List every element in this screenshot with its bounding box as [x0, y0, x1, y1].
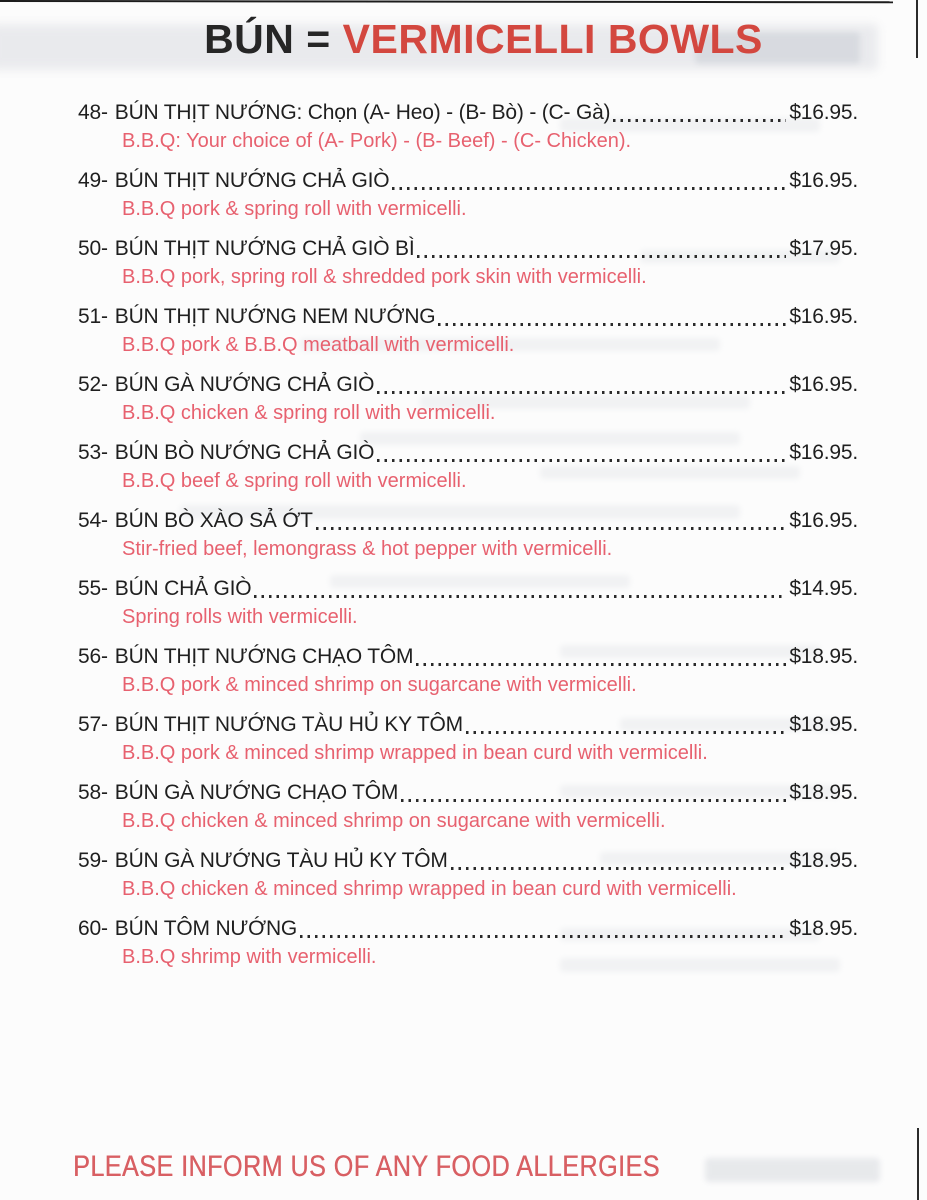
menu-item-price: $18.95. [789, 781, 858, 804]
menu-item-description: B.B.Q pork & B.B.Q meatball with vermicelli. [122, 334, 515, 356]
menu-item-line [78, 711, 858, 739]
menu-item-name: BÚN GÀ NƯỚNG CHẠO TÔM [114, 781, 399, 804]
menu-item-name: BÚN CHẢ GIÒ [114, 577, 252, 600]
menu-item-number: 48- [78, 101, 108, 124]
menu-item-number: 55- [78, 577, 108, 600]
menu-item-description: B.B.Q shrimp with vermicelli. [122, 946, 377, 968]
bleed-through-smudge [705, 1158, 880, 1182]
dotted-leader [377, 391, 786, 394]
menu-item-name: BÚN THỊT NƯỚNG: Chọn (A- Heo) - (B- Bò) - (C- Gà) [114, 101, 611, 124]
menu-item-description: Stir-fried beef, lemongrass & hot pepper with vermicelli. [122, 538, 613, 560]
menu-item-line [78, 235, 858, 263]
menu-item-name: BÚN THỊT NƯỚNG TÀU HỦ KY TÔM [114, 713, 463, 736]
page-title [0, 16, 927, 63]
menu-item-line [78, 779, 858, 807]
scan-edge-line-top [0, 0, 893, 3]
allergy-notice: PLEASE INFORM US OF ANY FOOD ALLERGIES [73, 1150, 660, 1183]
menu-item-name: BÚN THỊT NƯỚNG CHẠO TÔM [114, 645, 414, 668]
menu-item-number: 53- [78, 441, 108, 464]
menu-item-name: BÚN GÀ NƯỚNG CHẢ GIÒ [114, 373, 375, 396]
menu-item-description: B.B.Q chicken & minced shrimp on sugarcane with vermicelli. [122, 810, 666, 832]
menu-item-number: 50- [78, 237, 108, 260]
menu-item-price: $16.95. [789, 169, 858, 192]
menu-item [78, 575, 858, 631]
menu-item-price: $16.95. [789, 509, 858, 532]
menu-item-name: BÚN GÀ NƯỚNG TÀU HỦ KY TÔM [114, 849, 448, 872]
dotted-leader [613, 119, 786, 122]
menu-item [78, 915, 858, 971]
menu-item-price: $17.95. [789, 237, 858, 260]
menu-item-number: 54- [78, 509, 108, 532]
menu-item-line [78, 167, 858, 195]
menu-item-description: B.B.Q chicken & minced shrimp wrapped in bean curd with vermicelli. [122, 878, 737, 900]
menu-item-number: 60- [78, 917, 108, 940]
menu-item-price: $16.95. [789, 441, 858, 464]
menu-item-price: $18.95. [789, 849, 858, 872]
menu-item-name: BÚN BÒ NƯỚNG CHẢ GIÒ [114, 441, 375, 464]
menu-item-name: BÚN THỊT NƯỚNG CHẢ GIÒ [114, 169, 390, 192]
menu-item-price: $18.95. [789, 645, 858, 668]
menu-item [78, 439, 858, 495]
menu-item-number: 56- [78, 645, 108, 668]
menu-item-description: B.B.Q pork & minced shrimp on sugarcane with vermicelli. [122, 674, 637, 696]
menu-item [78, 99, 858, 155]
dotted-leader [392, 187, 786, 190]
menu-item-description: Spring rolls with vermicelli. [122, 606, 358, 628]
menu-item-description: B.B.Q pork, spring roll & shredded pork skin with vermicelli. [122, 266, 647, 288]
menu-item-description: B.B.Q pork & spring roll with vermicelli. [122, 198, 467, 220]
menu-item-number: 51- [78, 305, 108, 328]
menu-item-description: B.B.Q: Your choice of (A- Pork) - (B- Beef) - (C- Chicken). [122, 130, 632, 152]
menu-item-price: $14.95. [789, 577, 858, 600]
menu-item [78, 303, 858, 359]
menu-item-description: B.B.Q chicken & spring roll with vermicelli. [122, 402, 496, 424]
dotted-leader [254, 595, 786, 598]
dotted-leader [300, 935, 786, 938]
menu-item-number: 57- [78, 713, 108, 736]
dotted-leader [417, 255, 786, 258]
menu-item [78, 167, 858, 223]
menu-item-name: BÚN TÔM NƯỚNG [114, 917, 298, 940]
menu-item [78, 507, 858, 563]
dotted-leader [416, 663, 786, 666]
menu-item-description: B.B.Q beef & spring roll with vermicelli. [122, 470, 467, 492]
menu-item-price: $18.95. [789, 917, 858, 940]
menu-item-price: $18.95. [789, 713, 858, 736]
page-title-red-part: VERMICELLI BOWLS [342, 16, 763, 62]
menu-item [78, 847, 858, 903]
menu-item-number: 49- [78, 169, 108, 192]
menu-item-line [78, 847, 858, 875]
menu-item-line [78, 371, 858, 399]
menu-item-line [78, 99, 858, 127]
dotted-leader [401, 799, 786, 802]
menu-item-price: $16.95. [789, 373, 858, 396]
menu-item-name: BÚN THỊT NƯỚNG NEM NƯỚNG [114, 305, 436, 328]
menu-item-number: 58- [78, 781, 108, 804]
scan-edge-line-right-bottom [917, 1128, 919, 1200]
dotted-leader [438, 323, 786, 326]
menu-item-line [78, 575, 858, 603]
menu-item-name: BÚN BÒ XÀO SẢ ỚT [114, 509, 313, 532]
menu-item [78, 643, 858, 699]
menu-item-price: $16.95. [789, 101, 858, 124]
menu-item [78, 711, 858, 767]
menu-item-line [78, 915, 858, 943]
menu-item [78, 371, 858, 427]
menu-item-number: 52- [78, 373, 108, 396]
menu-item-line [78, 303, 858, 331]
menu-item [78, 235, 858, 291]
menu-item-list [78, 99, 858, 983]
menu-item-line [78, 507, 858, 535]
menu-item-description: B.B.Q pork & minced shrimp wrapped in bean curd with vermicelli. [122, 742, 708, 764]
dotted-leader [316, 527, 787, 530]
page-title-black-part: BÚN = [204, 16, 343, 62]
menu-item-line [78, 439, 858, 467]
dotted-leader [377, 459, 786, 462]
menu-item-line [78, 643, 858, 671]
dotted-leader [451, 867, 787, 870]
dotted-leader [466, 731, 786, 734]
menu-item-price: $16.95. [789, 305, 858, 328]
menu-item [78, 779, 858, 835]
menu-item-number: 59- [78, 849, 108, 872]
menu-item-name: BÚN THỊT NƯỚNG CHẢ GIÒ BÌ [114, 237, 415, 260]
